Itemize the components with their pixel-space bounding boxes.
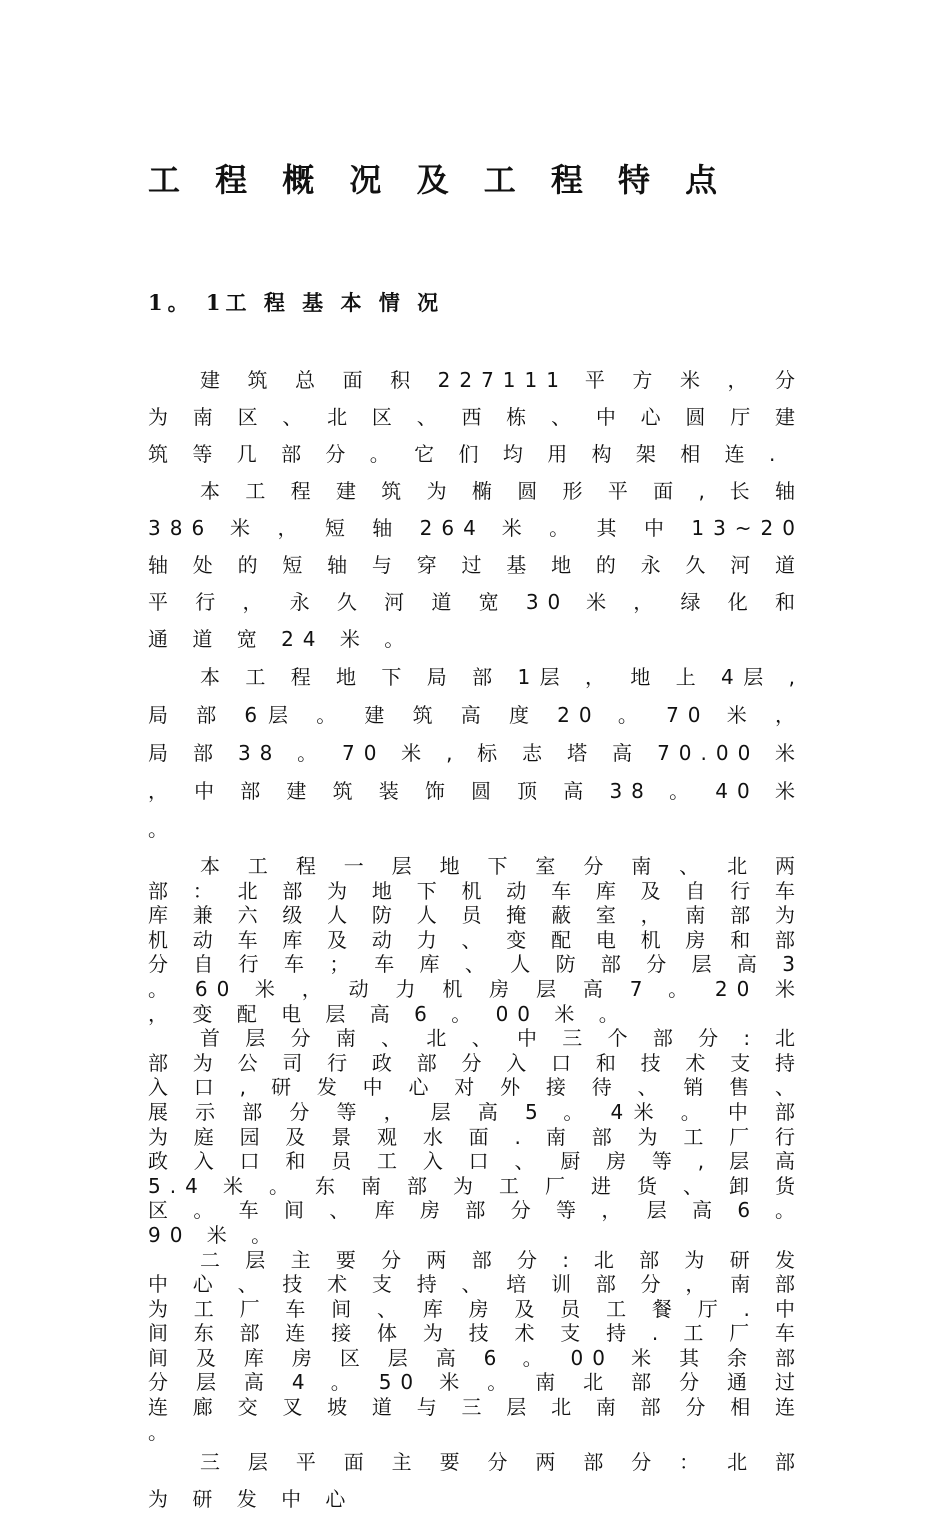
paragraph-total-area: 建 筑 总 面 积 227111 平 方 米 ， 分 为 南 区 、 北 区 、 西 栋 、 中 心 圆 厅 建 筑 等 几 部 分 。 它 们 均 用 构 架 相 连 . bbox=[148, 368, 804, 466]
paragraph-second-floor: 二 层 主 要 分 两 部 分 : 北 部 为 研 发 中 心 、 技 术 支 持 、 培 训 部 分 ， 南 部 为 工 厂 车 间 、 库 房 及 员 工 餐 厅 . 中 间 东 部 连 接 体 为 技 术 支 持 . 工 厂 车 间 及 库 房 区 层 高 6 。 00 米 其 余 部 分 层 高 4 。 50 米 。 南 北 部 分 通 过 连 廊 交 叉 坡 道 与 三 层 北 南 部 分 相 连 。 bbox=[148, 1247, 804, 1444]
paragraph-floors-height: 本 工 程 地 下 局 部 1层 ， 地 上 4层 , 局 部 6层 。 建 筑 高 度 20 。 70 米 ， 局 部 38 。 70 米 , 标 志 塔 高 70.00 米 ， 中 部 建 筑 装 饰 圆 顶 高 38 。 40 米 。 bbox=[148, 665, 804, 841]
section-heading: 1。 1工 程 基 本 情 况 bbox=[148, 290, 444, 315]
paragraph-ground-floor: 首 层 分 南 、 北 、 中 三 个 部 分 : 北 部 为 公 司 行 政 部 分 入 口 和 技 术 支 持 入 口 , 研 发 中 心 对 外 接 待 、 销 售 、 展 示 部 分 等 ， 层 高 5 。 4米 。 中 部 为 庭 园 及 景 观 水 面 . 南 部 为 工 厂 行 政 入 口 和 员 工 入 口 、 厨 房 等 , 层 高 5.4 米 。 东 南 部 为 工 厂 进 货 、 卸 货 区 。 车 间 、 库 房 部 分 等 ， 层 高 6 。 90 米 。 bbox=[148, 1026, 804, 1247]
document-body bbox=[148, 362, 804, 1518]
paragraph-third-floor: 三 层 平 面 主 要 分 两 部 分 ： 北 部 为 研 发 中 心 bbox=[148, 1450, 804, 1512]
paragraph-basement: 本 工 程 一 层 地 下 室 分 南 、 北 两 部 ： 北 部 为 地 下 机 动 车 库 及 自 行 车 库 兼 六 级 人 防 人 员 掩 蔽 室 ， 南 部 为 机 动 车 库 及 动 力 、 变 配 电 机 房 和 部 分 自 行 车 ； 车 库 、 人 防 部 分 层 高 3 。 60 米 ， 动 力 机 房 层 高 7 。 20 米 ， 变 配 电 层 高 6 。 00 米 。 bbox=[148, 854, 804, 1026]
document-title: 工 程 概 况 及 工 程 特 点 bbox=[148, 161, 730, 199]
paragraph-ellipse-plan: 本 工 程 建 筑 为 椭 圆 形 平 面 , 长 轴 386 米 ， 短 轴 264 米 。 其 中 13~20 轴 处 的 短 轴 与 穿 过 基 地 的 永 久 河 道 平 行 ， 永 久 河 道 宽 30 米 ， 绿 化 和 通 道 宽 24 米 。 bbox=[148, 479, 804, 651]
